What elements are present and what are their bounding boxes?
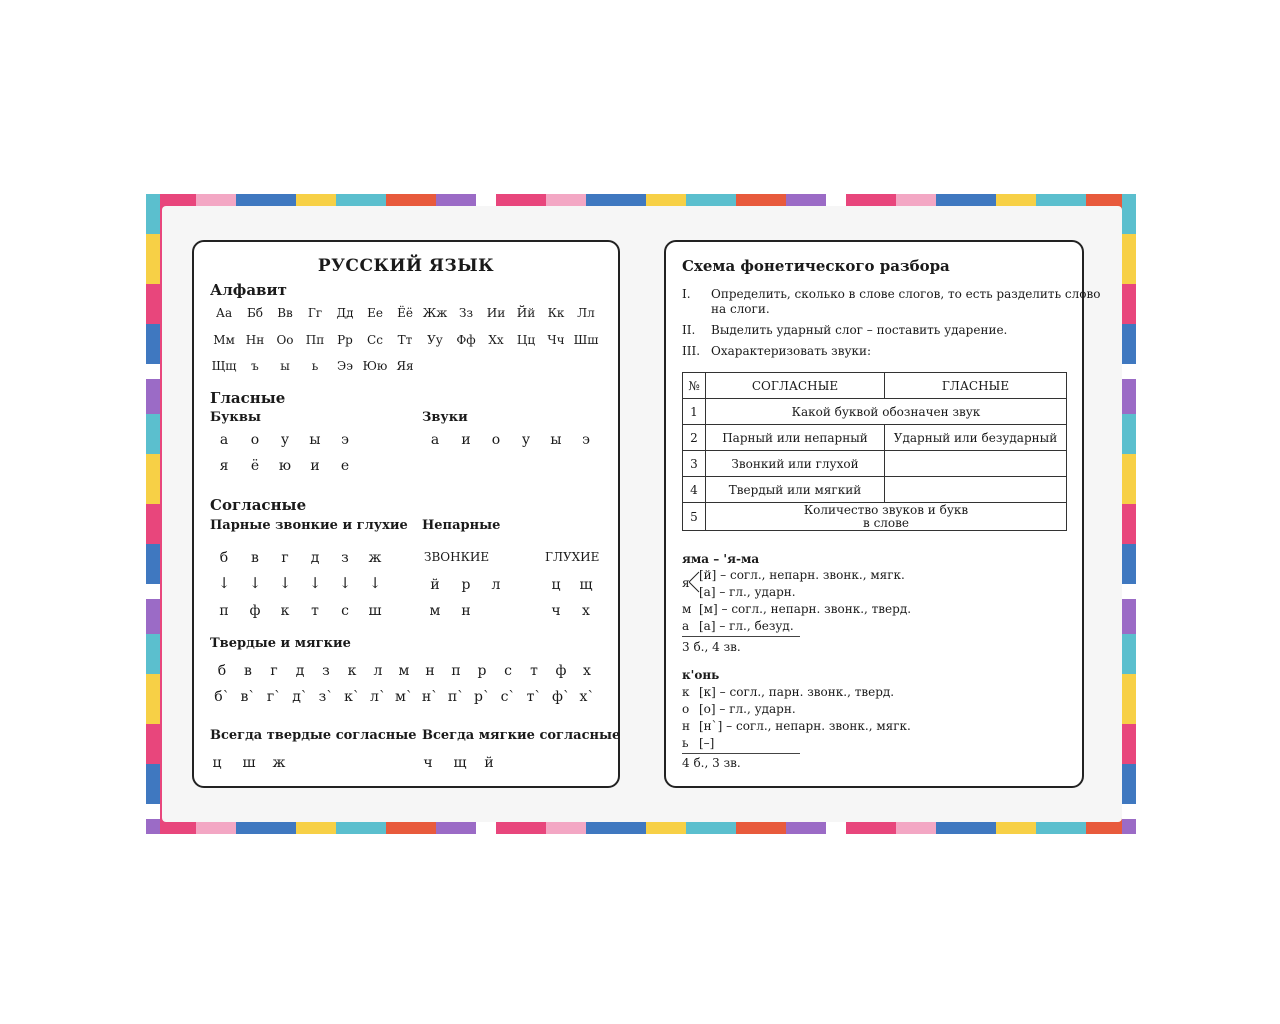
paired-voiced-letter: д bbox=[310, 550, 320, 566]
merged-cell-line: в слове bbox=[863, 515, 909, 530]
soft-letter: р` bbox=[474, 689, 490, 705]
vowel-letter: ё bbox=[250, 458, 260, 474]
column-header-consonants: СОГЛАСНЫЕ bbox=[706, 373, 885, 399]
soft-letter: г` bbox=[266, 689, 282, 705]
row-number: 3 bbox=[683, 451, 706, 477]
vowel-sound: ы bbox=[550, 432, 562, 448]
vowel-sound: э bbox=[582, 432, 590, 448]
arrow-down-icon: ↓ bbox=[308, 574, 322, 592]
example-letter: о bbox=[682, 702, 690, 716]
sounds-heading: Звуки bbox=[422, 410, 468, 425]
hard-letter: д bbox=[295, 663, 305, 679]
unpaired-heading: Непарные bbox=[422, 518, 501, 533]
vowels-heading: Гласные bbox=[210, 389, 286, 407]
soft-letter: з` bbox=[318, 689, 334, 705]
table-row bbox=[683, 399, 1067, 425]
row-number: 4 bbox=[683, 477, 706, 503]
vowel-cell: Ударный или безударный bbox=[885, 425, 1067, 451]
alphabet-letter: Рр bbox=[337, 333, 353, 347]
step-text: Охарактеризовать звуки: bbox=[711, 344, 872, 358]
consonants-heading: Согласные bbox=[210, 496, 307, 514]
column-header-number: № bbox=[683, 373, 706, 399]
alphabet-heading: Алфавит bbox=[210, 281, 287, 299]
example-sound: [м] – согл., непарн. звонк., тверд. bbox=[699, 602, 912, 616]
merged-cell-line: Количество звуков и букв bbox=[803, 502, 969, 517]
alphabet-letter: Оо bbox=[276, 333, 294, 347]
table-header-row bbox=[683, 373, 1067, 399]
hard-letter: м bbox=[398, 663, 410, 679]
alphabet-letter: Уу bbox=[427, 333, 443, 347]
example-sound: [а] – гл., ударн. bbox=[699, 585, 796, 599]
vowel-sound: у bbox=[521, 432, 531, 448]
example-sound: [–] bbox=[699, 736, 715, 750]
step-text-continued: на слоги. bbox=[711, 302, 770, 316]
vowel-letter: о bbox=[250, 432, 260, 448]
soft-letter: н` bbox=[421, 689, 439, 705]
vowel-letter: у bbox=[280, 432, 290, 448]
alphabet-letter: Фф bbox=[456, 333, 476, 347]
unpaired-voiced-letter: л bbox=[491, 577, 501, 593]
divider bbox=[682, 636, 800, 637]
example-letter: к bbox=[682, 685, 690, 699]
unpaired-voiceless-letter: х bbox=[582, 603, 590, 619]
hard-letter: б bbox=[217, 663, 227, 679]
alphabet-letter: Сс bbox=[367, 333, 383, 347]
always-hard-letter: ц bbox=[212, 755, 222, 771]
vowel-letter: я bbox=[219, 458, 229, 474]
alphabet-letter: Нн bbox=[245, 333, 265, 347]
vowel-letter: ы bbox=[309, 432, 321, 448]
unpaired-voiced-letter: р bbox=[461, 577, 471, 593]
unpaired-voiceless-letter: ц bbox=[551, 577, 561, 593]
unpaired-voiceless-letter: щ bbox=[579, 577, 593, 593]
voiceless-label: ГЛУХИЕ bbox=[545, 550, 600, 564]
soft-letter: т` bbox=[526, 689, 542, 705]
row-number: 2 bbox=[683, 425, 706, 451]
hard-soft-heading: Твердые и мягкие bbox=[210, 636, 351, 651]
hard-letter: к bbox=[347, 663, 357, 679]
alphabet-letter: Хх bbox=[488, 333, 504, 347]
hard-letter: п bbox=[451, 663, 461, 679]
paired-voiced-letter: в bbox=[251, 550, 259, 566]
hard-letter: л bbox=[373, 663, 383, 679]
table-row bbox=[683, 451, 1067, 477]
alphabet-letter: ъ bbox=[251, 359, 259, 373]
alphabet-letter: Гг bbox=[307, 306, 323, 320]
example-letter: я bbox=[682, 576, 690, 590]
vowel-letter: и bbox=[310, 458, 320, 474]
merged-cell: Какой буквой обозначен звук bbox=[706, 399, 1067, 425]
hard-letter: с bbox=[504, 663, 512, 679]
soft-letter: б` bbox=[214, 689, 230, 705]
phonetic-title: Схема фонетического разбора bbox=[682, 257, 950, 275]
vowel-sound: о bbox=[491, 432, 501, 448]
vowel-sound: и bbox=[461, 432, 471, 448]
vowel-cell bbox=[885, 477, 1067, 503]
soft-letter: с` bbox=[500, 689, 516, 705]
alphabet-letter: Ее bbox=[367, 306, 383, 320]
hard-letter: р bbox=[477, 663, 487, 679]
vowel-letter: э bbox=[341, 432, 349, 448]
alphabet-letter: Яя bbox=[396, 359, 414, 373]
step-text: Выделить ударный слог – поставить ударение. bbox=[711, 323, 1008, 337]
voiced-label: ЗВОНКИЕ bbox=[424, 550, 490, 564]
unpaired-voiced-letter: й bbox=[430, 577, 440, 593]
unpaired-voiced-letter: н bbox=[461, 603, 471, 619]
cover-pattern-right bbox=[1122, 194, 1136, 834]
table-row bbox=[683, 425, 1067, 451]
hard-letter: н bbox=[425, 663, 435, 679]
soft-letter: к` bbox=[344, 689, 360, 705]
cover-pattern-left bbox=[146, 194, 160, 834]
soft-letter: д` bbox=[292, 689, 308, 705]
alphabet-letter: Мм bbox=[213, 333, 235, 347]
paired-voiceless-letter: ф bbox=[249, 603, 261, 619]
alphabet-letter: Пп bbox=[305, 333, 325, 347]
phonetic-table bbox=[682, 372, 1067, 531]
hard-letter: ф bbox=[555, 663, 567, 679]
vowel-cell bbox=[885, 451, 1067, 477]
example-sound: [й] – согл., непарн. звонк., мягк. bbox=[699, 568, 905, 582]
unpaired-voiced-letter: м bbox=[429, 603, 441, 619]
example-letter: а bbox=[682, 619, 690, 633]
alphabet-letter: Ии bbox=[486, 306, 506, 320]
arrow-down-icon: ↓ bbox=[278, 574, 292, 592]
paired-voiceless-letter: ш bbox=[368, 603, 382, 619]
example-sound: [к] – согл., парн. звонк., тверд. bbox=[699, 685, 895, 699]
russian-language-panel bbox=[192, 240, 620, 788]
row-number: 5 bbox=[683, 503, 706, 531]
paired-voiceless-letter: с bbox=[341, 603, 349, 619]
vowel-letter: ю bbox=[278, 458, 292, 474]
example-word: яма – 'я-ма bbox=[682, 552, 760, 566]
hard-letter: г bbox=[270, 663, 278, 679]
always-soft-letter: й bbox=[484, 755, 494, 771]
alphabet-letter: Тт bbox=[397, 333, 413, 347]
page-title: РУССКИЙ ЯЗЫК bbox=[317, 256, 495, 276]
paired-voiced-letter: б bbox=[219, 550, 229, 566]
vowel-sound: а bbox=[430, 432, 440, 448]
example-letter: м bbox=[682, 602, 692, 616]
step-number: II. bbox=[682, 323, 696, 337]
soft-letter: п` bbox=[447, 689, 465, 705]
alphabet-letter: Цц bbox=[516, 333, 536, 347]
alphabet-letter: ы bbox=[280, 359, 290, 373]
paired-heading: Парные звонкие и глухие bbox=[210, 518, 408, 533]
divider bbox=[682, 753, 800, 754]
alphabet-letter: Дд bbox=[336, 306, 354, 320]
example-letter: н bbox=[682, 719, 690, 733]
alphabet-letter: Юю bbox=[362, 359, 388, 373]
paired-voiceless-letter: т bbox=[311, 603, 319, 619]
soft-letter: х` bbox=[579, 689, 595, 705]
consonant-cell: Твердый или мягкий bbox=[706, 477, 885, 503]
table-row bbox=[683, 477, 1067, 503]
alphabet-letter: Бб bbox=[246, 306, 264, 320]
column-header-vowels: ГЛАСНЫЕ bbox=[885, 373, 1067, 399]
example-sound: [а] – гл., безуд. bbox=[699, 619, 794, 633]
always-hard-heading: Всегда твердые согласные bbox=[210, 728, 417, 743]
vowel-letter: а bbox=[219, 432, 229, 448]
alphabet-letter: Ээ bbox=[337, 359, 353, 373]
alphabet-letter: Йй bbox=[516, 306, 536, 320]
arrow-down-icon: ↓ bbox=[248, 574, 262, 592]
step-number: III. bbox=[682, 344, 701, 358]
arrow-down-icon: ↓ bbox=[368, 574, 382, 592]
unpaired-voiceless-letter: ч bbox=[551, 603, 561, 619]
always-hard-letter: ш bbox=[242, 755, 256, 771]
merged-cell bbox=[706, 503, 1067, 531]
paired-voiceless-letter: п bbox=[219, 603, 229, 619]
always-hard-letter: ж bbox=[272, 755, 286, 771]
alphabet-letter: Щщ bbox=[211, 359, 237, 373]
row-number: 1 bbox=[683, 399, 706, 425]
soft-letter: ф` bbox=[552, 689, 570, 705]
example-sound: [о] – гл., ударн. bbox=[699, 702, 796, 716]
soft-letter: в` bbox=[240, 689, 256, 705]
consonant-cell: Парный или непарный bbox=[706, 425, 885, 451]
alphabet-letter: Ёё bbox=[397, 306, 413, 320]
arrow-down-icon: ↓ bbox=[217, 574, 231, 592]
paired-voiceless-letter: к bbox=[280, 603, 290, 619]
always-soft-letter: щ bbox=[453, 755, 467, 771]
paired-voiced-letter: ж bbox=[368, 550, 382, 566]
soft-letter: л` bbox=[370, 689, 386, 705]
example-word: к'онь bbox=[682, 668, 720, 682]
paired-voiced-letter: з bbox=[341, 550, 349, 566]
vowel-letter: е bbox=[340, 458, 350, 474]
alphabet-letter: Лл bbox=[577, 306, 595, 320]
soft-letter: м` bbox=[395, 689, 413, 705]
alphabet-letter: Кк bbox=[547, 306, 565, 320]
hard-letter: з bbox=[322, 663, 330, 679]
step-number: I. bbox=[682, 287, 691, 301]
step-text: Определить, сколько в слове слогов, то есть разделить слово bbox=[711, 287, 1101, 301]
alphabet-letter: Вв bbox=[277, 306, 293, 320]
example-total: 3 б., 4 зв. bbox=[682, 640, 741, 654]
example-letter: ь bbox=[682, 736, 689, 750]
alphabet-letter: Шш bbox=[573, 333, 599, 347]
hard-letter: х bbox=[583, 663, 591, 679]
example-sound: [н`] – согл., непарн. звонк., мягк. bbox=[699, 719, 911, 733]
hard-letter: т bbox=[530, 663, 538, 679]
alphabet-letter: Аа bbox=[215, 306, 233, 320]
alphabet-letter: Зз bbox=[458, 306, 474, 320]
consonant-cell: Звонкий или глухой bbox=[706, 451, 885, 477]
alphabet-letter: Жж bbox=[422, 306, 448, 320]
paired-voiced-letter: г bbox=[281, 550, 289, 566]
hard-letter: в bbox=[244, 663, 252, 679]
always-soft-letter: ч bbox=[423, 755, 433, 771]
alphabet-letter: ь bbox=[311, 359, 319, 373]
table-row bbox=[683, 503, 1067, 531]
alphabet-letter: Чч bbox=[547, 333, 565, 347]
example-total: 4 б., 3 зв. bbox=[682, 756, 741, 770]
arrow-down-icon: ↓ bbox=[338, 574, 352, 592]
always-soft-heading: Всегда мягкие согласные bbox=[422, 728, 621, 743]
letters-heading: Буквы bbox=[210, 410, 261, 425]
